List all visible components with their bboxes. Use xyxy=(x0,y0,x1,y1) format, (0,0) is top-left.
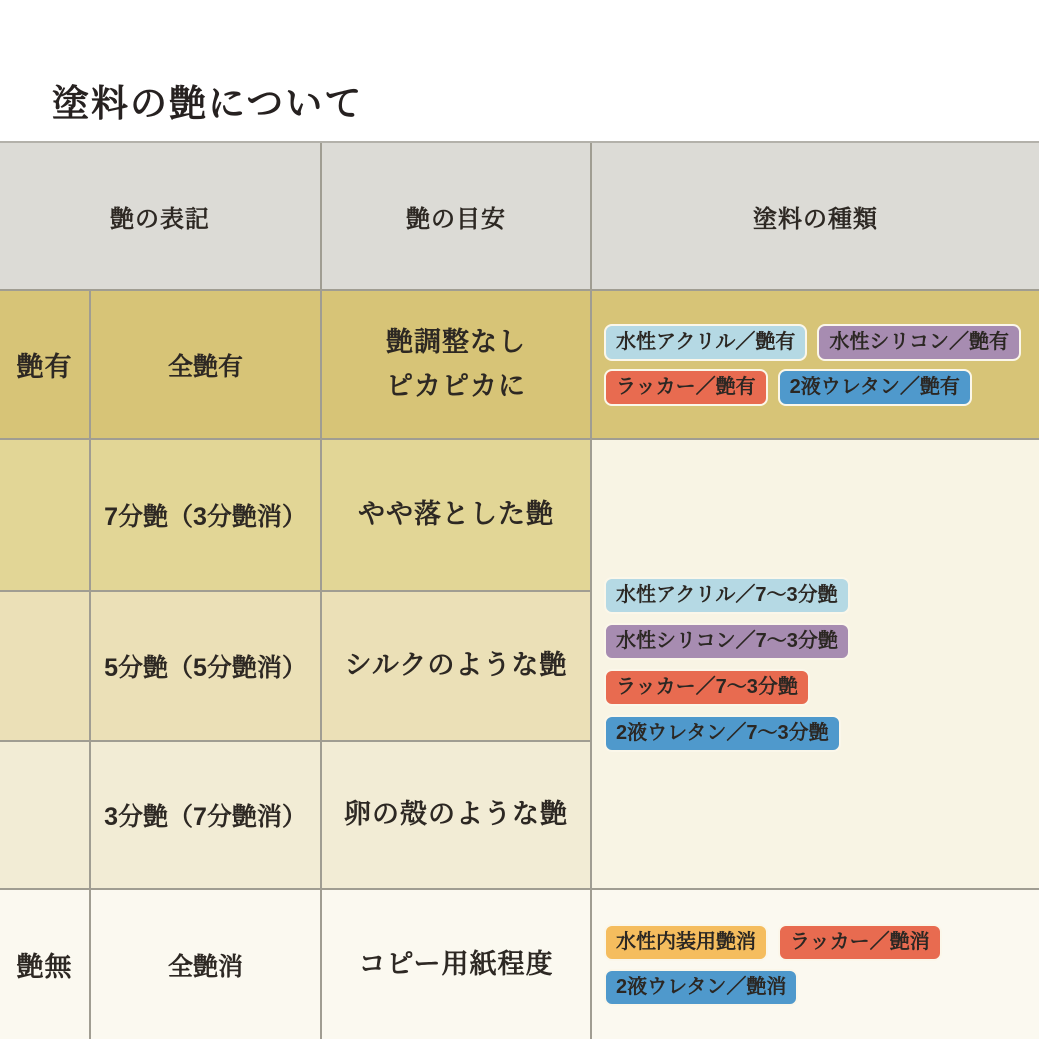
row-semi5-category-empty xyxy=(0,592,91,742)
gloss-table xyxy=(0,141,1039,1039)
paint-badge: 2液ウレタン／艶消 xyxy=(604,969,798,1006)
paint-badge: 水性内装用艶消 xyxy=(604,924,768,961)
row-semi7-guide: やや落とした艶 xyxy=(322,440,592,592)
badge-line xyxy=(604,324,1021,361)
paint-badge: 2液ウレタン／7〜3分艶 xyxy=(604,715,841,752)
header-cell-notation: 艶の表記 xyxy=(0,143,322,291)
badge-line xyxy=(604,369,972,406)
paint-badge: ラッカー／艶有 xyxy=(604,369,768,406)
row-semi5-notation: 5分艶（5分艶消） xyxy=(91,592,322,742)
paint-badge: 水性シリコン／艶有 xyxy=(817,324,1021,361)
guide-line-1: 艶調整なし xyxy=(386,327,526,358)
paint-badge: 水性アクリル／艶有 xyxy=(604,324,807,361)
page-title: 塗料の艶について xyxy=(52,82,364,124)
semi-gloss-paint-badges xyxy=(592,440,1039,890)
paint-badge: 2液ウレタン／艶有 xyxy=(778,369,972,406)
row-semi7-notation: 7分艶（3分艶消） xyxy=(91,440,322,592)
badge-line xyxy=(604,924,942,961)
row-semi3-category-empty xyxy=(0,742,91,890)
paint-badge: 水性アクリル／7〜3分艶 xyxy=(604,577,850,614)
row-semi3-guide: 卵の殻のような艶 xyxy=(322,742,592,890)
row-gloss-paint-badges xyxy=(592,291,1039,440)
paint-badge: 水性シリコン／7〜3分艶 xyxy=(604,623,850,660)
row-semi7-category-empty xyxy=(0,440,91,592)
header-cell-guide: 艶の目安 xyxy=(322,143,592,291)
row-semi3-notation: 3分艶（7分艶消） xyxy=(91,742,322,890)
row-matte-paint-badges xyxy=(592,890,1039,1039)
paint-badge: ラッカー／7〜3分艶 xyxy=(604,669,810,706)
guide-line-2: ピカピカに xyxy=(386,370,526,401)
row-matte-guide: コピー用紙程度 xyxy=(322,890,592,1039)
row-matte-category: 艶無 xyxy=(0,890,91,1039)
row-semi5-guide: シルクのような艶 xyxy=(322,592,592,742)
paint-badge: ラッカー／艶消 xyxy=(778,924,942,961)
header-cell-paint-type: 塗料の種類 xyxy=(592,143,1039,291)
badge-line xyxy=(604,969,798,1006)
row-gloss-guide-text xyxy=(386,321,526,407)
row-gloss-category: 艶有 xyxy=(0,291,91,440)
row-gloss-guide xyxy=(322,291,592,440)
row-gloss-notation: 全艶有 xyxy=(91,291,322,440)
row-matte-notation: 全艶消 xyxy=(91,890,322,1039)
